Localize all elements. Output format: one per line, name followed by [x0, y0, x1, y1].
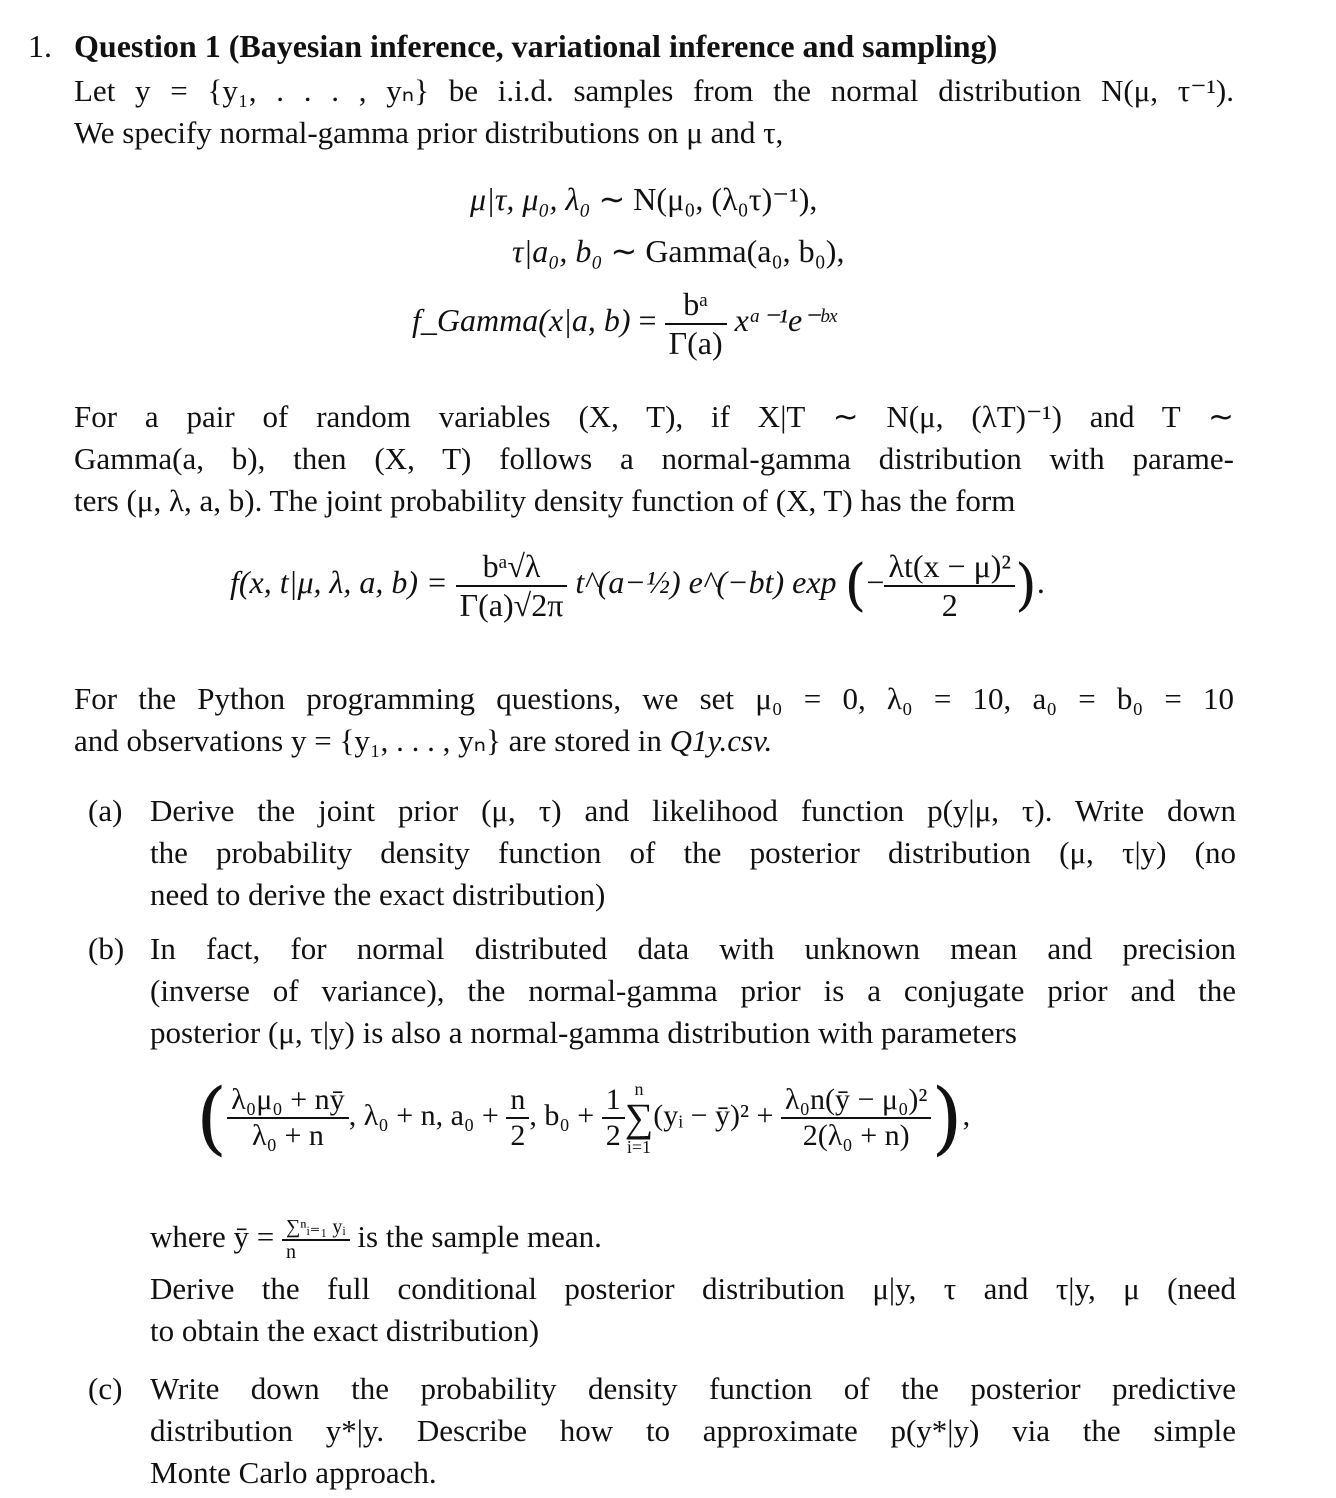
part-a-line-3: need to derive the exact distribution) [150, 877, 606, 912]
part-b-body [150, 928, 1236, 1054]
gamma-pdf-tail: xᵃ⁻¹e⁻ᵇˣ [734, 302, 837, 339]
joint-pdf-inner-numerator: λt(x − μ)² [884, 548, 1015, 587]
part-b-line-1: In fact, for normal distributed data with unknown mean and precision [150, 931, 1236, 966]
part-b-line-5: to obtain the exact distribution) [150, 1313, 540, 1348]
joint-pdf-lhs: f(x, t|μ, λ, a, b) = [230, 564, 448, 601]
joint-pdf-numerator: bᵃ√λ [456, 548, 568, 587]
normal-gamma-paragraph [74, 396, 1234, 522]
sample-mean-denominator: n [285, 1241, 296, 1263]
data-file-name: Q1y.csv. [669, 723, 773, 758]
sum-upper-limit: n [634, 1079, 644, 1099]
prior-mu-rhs: ∼ N(μ₀, (λ₀τ)⁻¹), [598, 181, 818, 217]
posterior-n-half-denominator: 2 [510, 1119, 526, 1152]
sample-mean-fraction [282, 1216, 350, 1264]
prior-tau-lhs: τ|a₀, b₀ [512, 233, 603, 269]
joint-pdf-equation: f(x, t|μ, λ, a, b) = $\frac{\text{bᵃ√λ}}{\Gamma(a)√2\pi}$ t^(a−½) e^(−bt) exp (− $\frac{\text{λt(x − μ)²}}{2}$ ). [230, 548, 1045, 623]
gamma-pdf-lhs: f_Gamma(x|a, b) [412, 302, 631, 339]
normal-gamma-line-2: Gamma(a, b), then (X, T) follows a normal-gamma distribution with parame- [74, 441, 1234, 476]
prior-mu-equation [470, 180, 817, 218]
part-c-line-3: Monte Carlo approach. [150, 1455, 437, 1490]
sum-lower-limit: i=1 [626, 1137, 652, 1157]
part-b-line-2: (inverse of variance), the normal-gamma prior is a conjugate prior and the [150, 973, 1236, 1008]
posterior-lambda-a: , λ₀ + n, a₀ + [348, 1098, 507, 1132]
posterior-parameters-equation: ( $\frac{\text{λ₀μ₀ + nȳ}}{\text{λ₀ + n}}$ , λ₀ + n, a₀ + $\frac{n}{2}$ , b₀ + $\frac{1}{2}$ n ∑ i=1 (yᵢ − ȳ)² + $\frac{\text{λ₀n(ȳ − μ₀)²}}{\text{2(λ₀ + n)}}$ ), [196, 1071, 971, 1164]
part-b-line-4: Derive the full conditional posterior distribution μ|y, τ and τ|y, μ (need [150, 1271, 1236, 1306]
python-line-2 [74, 720, 1234, 762]
joint-pdf-denominator: Γ(a)√2π [459, 586, 564, 623]
part-b-label: (b) [88, 931, 125, 966]
posterior-n-half-fraction [506, 1083, 529, 1154]
python-line-1: For the Python programming questions, we set μ₀ = 0, λ₀ = 10, a₀ = b₀ = 10 [74, 681, 1234, 716]
intro-paragraph [74, 70, 1234, 154]
part-a-line-2: the probability density function of the posterior distribution (μ, τ|y) (no [150, 835, 1236, 870]
part-c-line-1: Write down the probability density function of the posterior predictive [150, 1371, 1236, 1406]
part-b-line-3: posterior (μ, τ|y) is also a normal-gamma distribution with parameters [150, 1015, 1017, 1050]
posterior-one-half-numerator: 1 [602, 1083, 625, 1120]
summation-symbol: n ∑ i=1 [624, 1079, 654, 1157]
question-number: 1. [28, 28, 52, 64]
part-a-line-1: Derive the joint prior (μ, τ) and likelihood function p(y|μ, τ). Write down [150, 793, 1236, 828]
python-line-2-text: and observations y = {y₁, . . . , yₙ} are stored in [74, 723, 670, 758]
joint-pdf-inner-denominator: 2 [941, 586, 958, 623]
sample-mean-line [150, 1216, 1236, 1264]
joint-pdf-inner-fraction [884, 548, 1015, 624]
part-b-continued-body [150, 1216, 1236, 1352]
part-c-body [150, 1368, 1236, 1494]
joint-pdf-fraction [456, 548, 568, 624]
posterior-mean-fraction [227, 1083, 348, 1154]
part-a-body [150, 790, 1236, 916]
intro-line-1: Let y = {y₁, . . . , yₙ} be i.i.d. samples from the normal distribution N(μ, τ⁻¹). [74, 73, 1234, 108]
gamma-pdf-equation: f_Gamma(x|a, b) = $\frac{\text{bᵃ}}{\Gamma(a)}$ xᵃ⁻¹e⁻ᵇˣ [412, 286, 837, 361]
part-a-label: (a) [88, 793, 123, 828]
where-text: where ȳ = [150, 1219, 282, 1255]
prior-tau-rhs: ∼ Gamma(a₀, b₀), [610, 233, 845, 269]
posterior-sum-term: (yᵢ − ȳ)² + [653, 1098, 781, 1132]
posterior-last-denominator: 2(λ₀ + n) [802, 1119, 910, 1152]
posterior-n-half-numerator: n [506, 1083, 529, 1120]
posterior-last-numerator: λ₀n(ȳ − μ₀)² [781, 1083, 931, 1120]
gamma-pdf-denominator: Γ(a) [668, 324, 723, 361]
sample-mean-numerator: ∑ⁿᵢ₌₁ yᵢ [282, 1216, 350, 1241]
posterior-mean-denominator: λ₀ + n [251, 1119, 324, 1152]
normal-gamma-line-1: For a pair of random variables (X, T), if X|T ∼ N(μ, (λT)⁻¹) and T ∼ [74, 399, 1234, 434]
joint-pdf-middle: t^(a−½) e^(−bt) exp [575, 564, 837, 601]
python-paragraph [74, 678, 1234, 762]
part-c-line-2: distribution y*|y. Describe how to approximate p(y*|y) via the simple [150, 1413, 1236, 1448]
posterior-one-half-denominator: 2 [605, 1119, 621, 1152]
part-c-label: (c) [88, 1371, 123, 1406]
posterior-b-prefix: , b₀ + [529, 1098, 602, 1132]
posterior-mean-numerator: λ₀μ₀ + nȳ [227, 1083, 348, 1120]
gamma-pdf-fraction [665, 286, 727, 362]
normal-gamma-line-3: ters (μ, λ, a, b). The joint probability density function of (X, T) has the form [74, 483, 1016, 518]
prior-tau-equation [512, 232, 844, 270]
prior-mu-lhs: μ|τ, μ₀, λ₀ [470, 181, 591, 217]
posterior-one-half-fraction [602, 1083, 625, 1154]
gamma-pdf-numerator: bᵃ [665, 286, 727, 325]
posterior-last-fraction [781, 1083, 931, 1154]
intro-line-2: We specify normal-gamma prior distributions on μ and τ, [74, 115, 784, 150]
sample-mean-text: is the sample mean. [349, 1219, 602, 1255]
question-title: Question 1 (Bayesian inference, variational inference and sampling) [74, 28, 998, 64]
